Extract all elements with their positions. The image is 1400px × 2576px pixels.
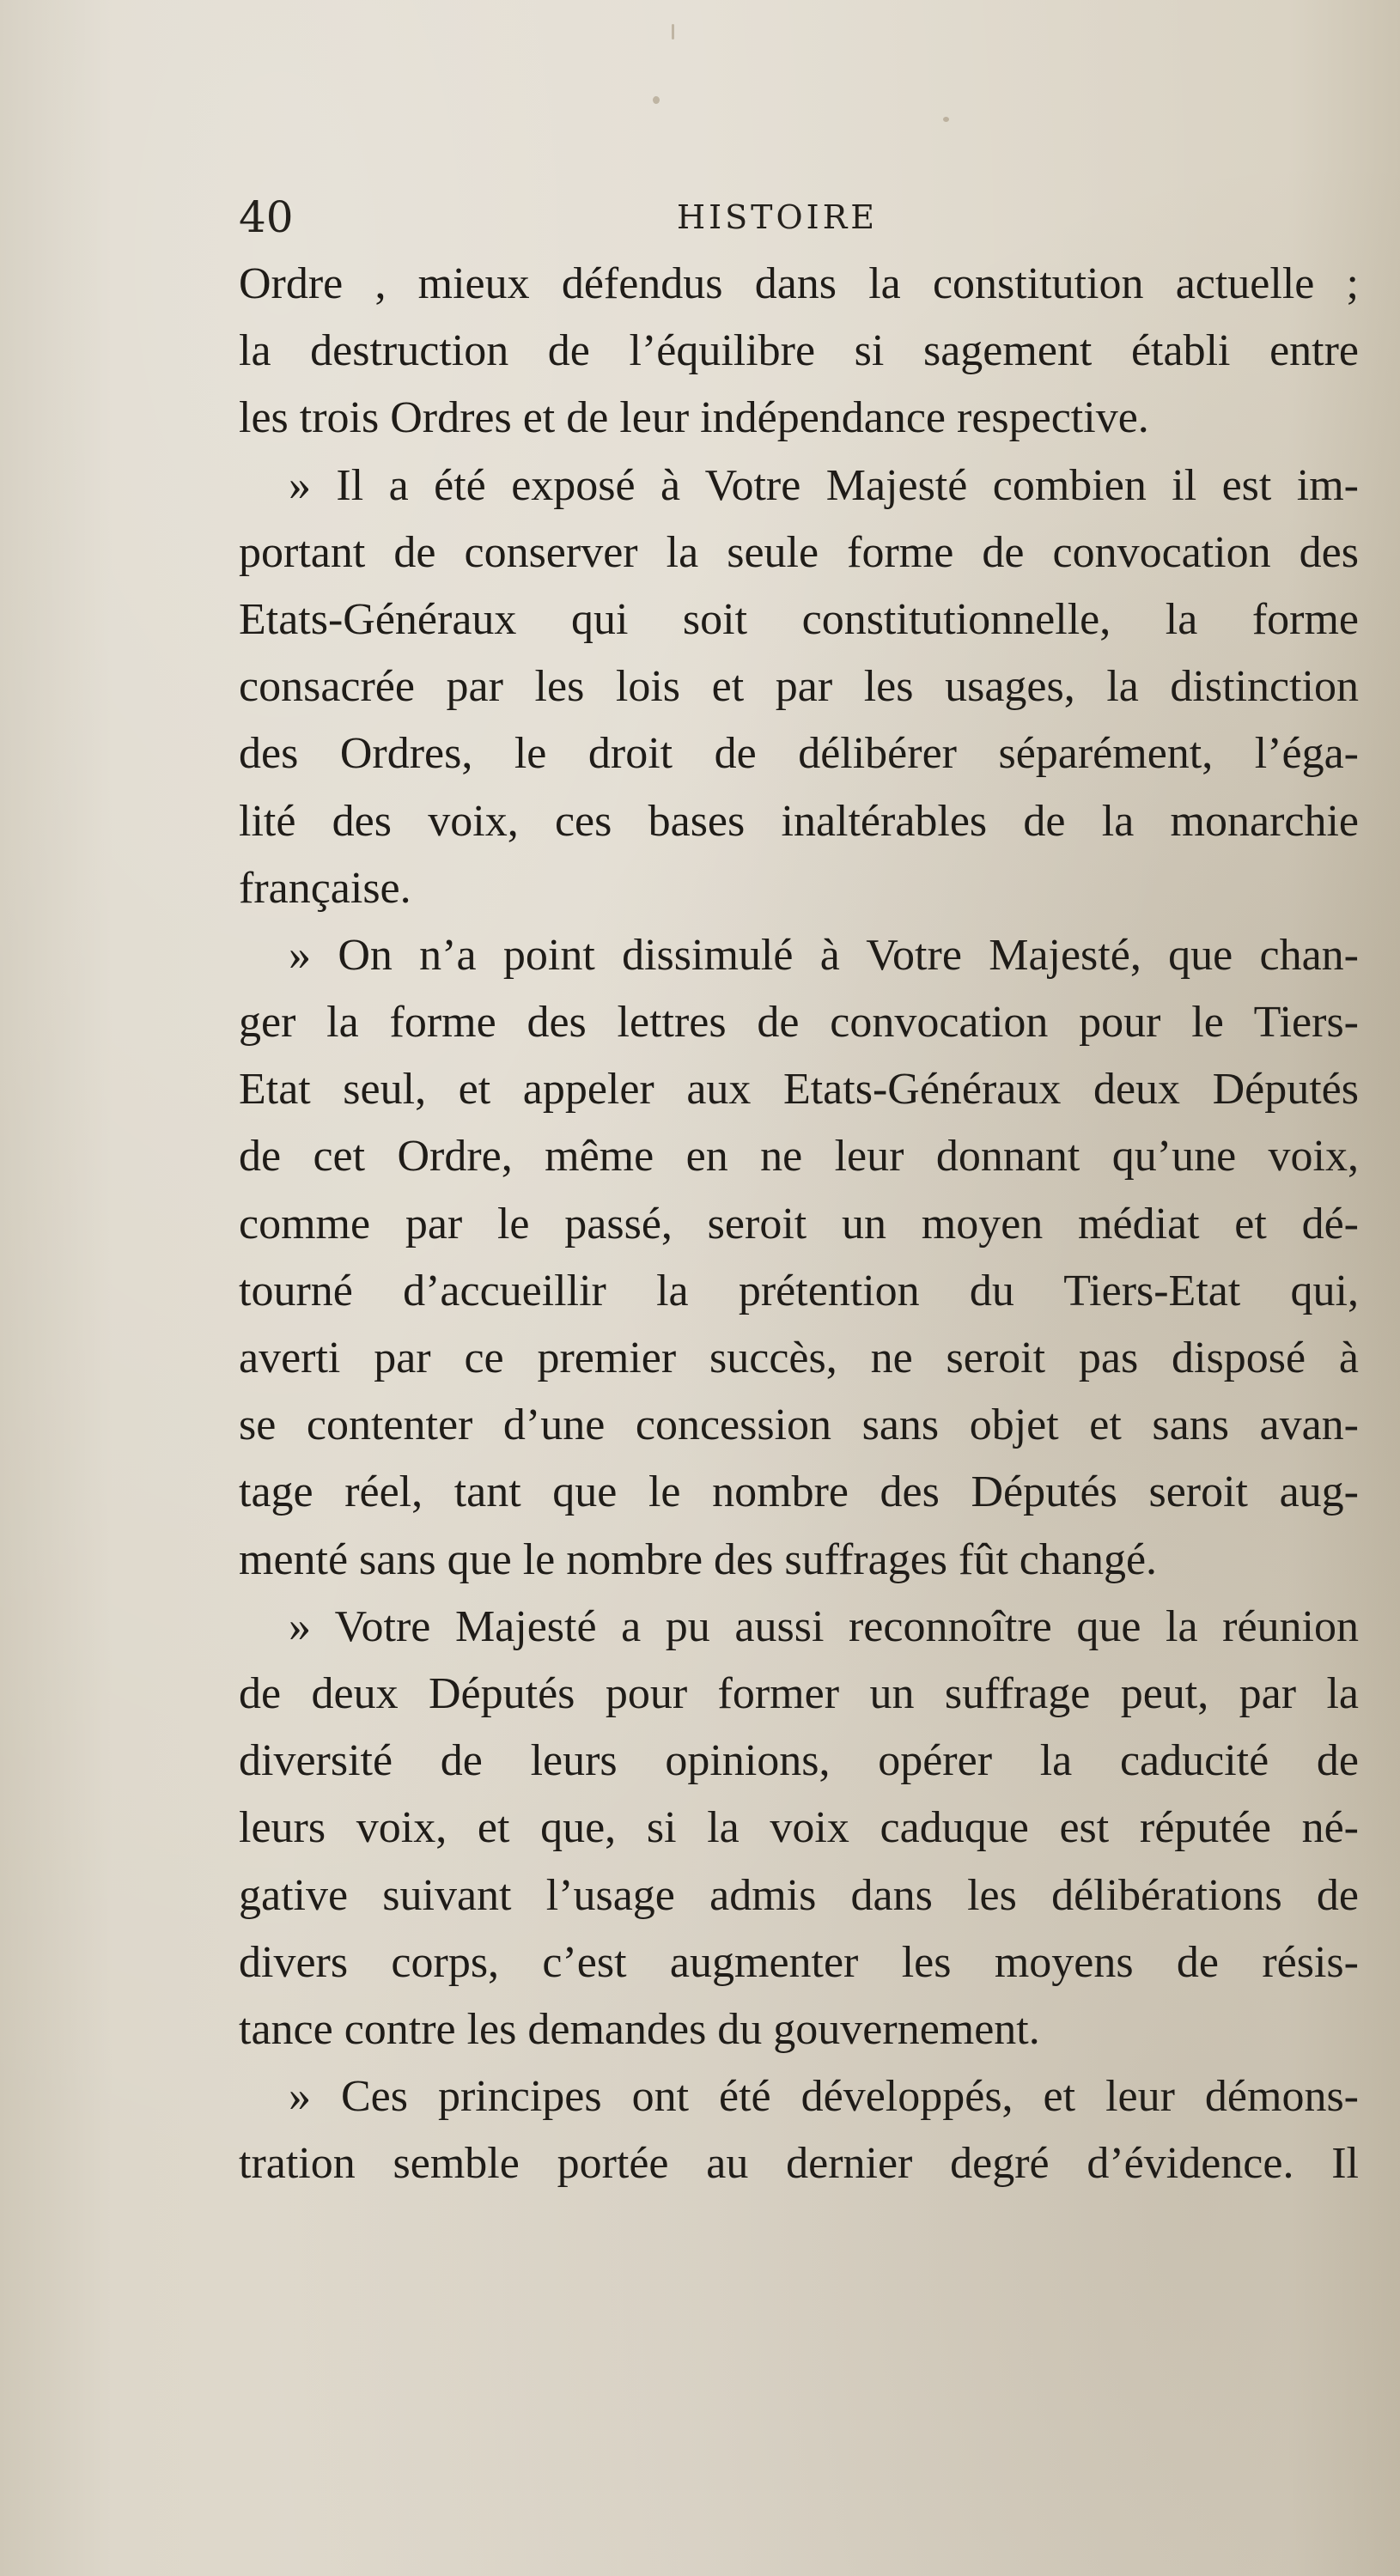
text-line: française. — [239, 863, 411, 913]
text-line: diversité de leurs opinions, opérer la caducité de — [239, 1736, 1359, 1786]
text-line: la destruction de l’équilibre si sagement établi entre — [239, 326, 1359, 376]
text-line: tance contre les demandes du gouvernement. — [239, 2004, 1040, 2054]
text-line: » Ces principes ont été développés, et leur démons- — [289, 2072, 1359, 2122]
text-line: leurs voix, et que, si la voix caduque est réputée né- — [239, 1803, 1359, 1853]
text-line: divers corps, c’est augmenter les moyens de résis- — [239, 1937, 1359, 1987]
body-text — [239, 251, 1359, 2197]
text-line: de deux Députés pour former un suffrage peut, par la — [239, 1668, 1359, 1718]
text-line: des Ordres, le droit de délibérer séparément, l’éga- — [239, 729, 1359, 779]
text-line: Etat seul, et appeler aux Etats-Généraux deux Députés — [239, 1065, 1359, 1115]
paper-spot — [943, 117, 949, 122]
text-line: portant de conserver la seule forme de convocation des — [239, 527, 1359, 577]
text-line: comme par le passé, seroit un moyen médiat et dé- — [239, 1199, 1359, 1249]
text-line: de cet Ordre, même en ne leur donnant qu’une voix, — [239, 1132, 1359, 1182]
text-line: tration semble portée au dernier degré d’évidence. Il — [239, 2139, 1359, 2189]
text-line: » Votre Majesté a pu aussi reconnoître que la réunion — [289, 1601, 1359, 1651]
text-line: gative suivant l’usage admis dans les délibérations de — [239, 1870, 1359, 1920]
text-line: tourné d’accueillir la prétention du Tiers-Etat qui, — [239, 1266, 1359, 1315]
page-number: 40 — [239, 192, 294, 242]
text-line: les trois Ordres et de leur indépendance respective. — [239, 393, 1149, 443]
text-line: » Il a été exposé à Votre Majesté combien il est im- — [289, 460, 1359, 510]
paper-spot — [672, 24, 674, 39]
page-header — [239, 191, 1359, 244]
text-line: averti par ce premier succès, ne seroit pas disposé à — [239, 1334, 1359, 1382]
text-line: se contenter d’une concession sans objet et sans avan- — [239, 1400, 1359, 1450]
text-line: lité des voix, ces bases inaltérables de la monarchie — [239, 796, 1359, 846]
running-head: HISTOIRE — [677, 198, 879, 236]
text-line: » On n’a point dissimulé à Votre Majesté, que chan- — [289, 930, 1359, 980]
text-line: tage réel, tant que le nombre des Députés seroit aug- — [239, 1467, 1359, 1517]
text-line: menté sans que le nombre des suffrages fût changé. — [239, 1534, 1158, 1584]
text-line: ger la forme des lettres de convocation pour le Tiers- — [239, 998, 1359, 1048]
paper-spot — [653, 96, 660, 104]
text-line: Etats-Généraux qui soit constitutionnelle, la forme — [239, 594, 1359, 644]
text-line: Ordre , mieux défendus dans la constitution actuelle ; — [239, 259, 1359, 308]
text-line: consacrée par les lois et par les usages, la distinction — [239, 662, 1359, 712]
